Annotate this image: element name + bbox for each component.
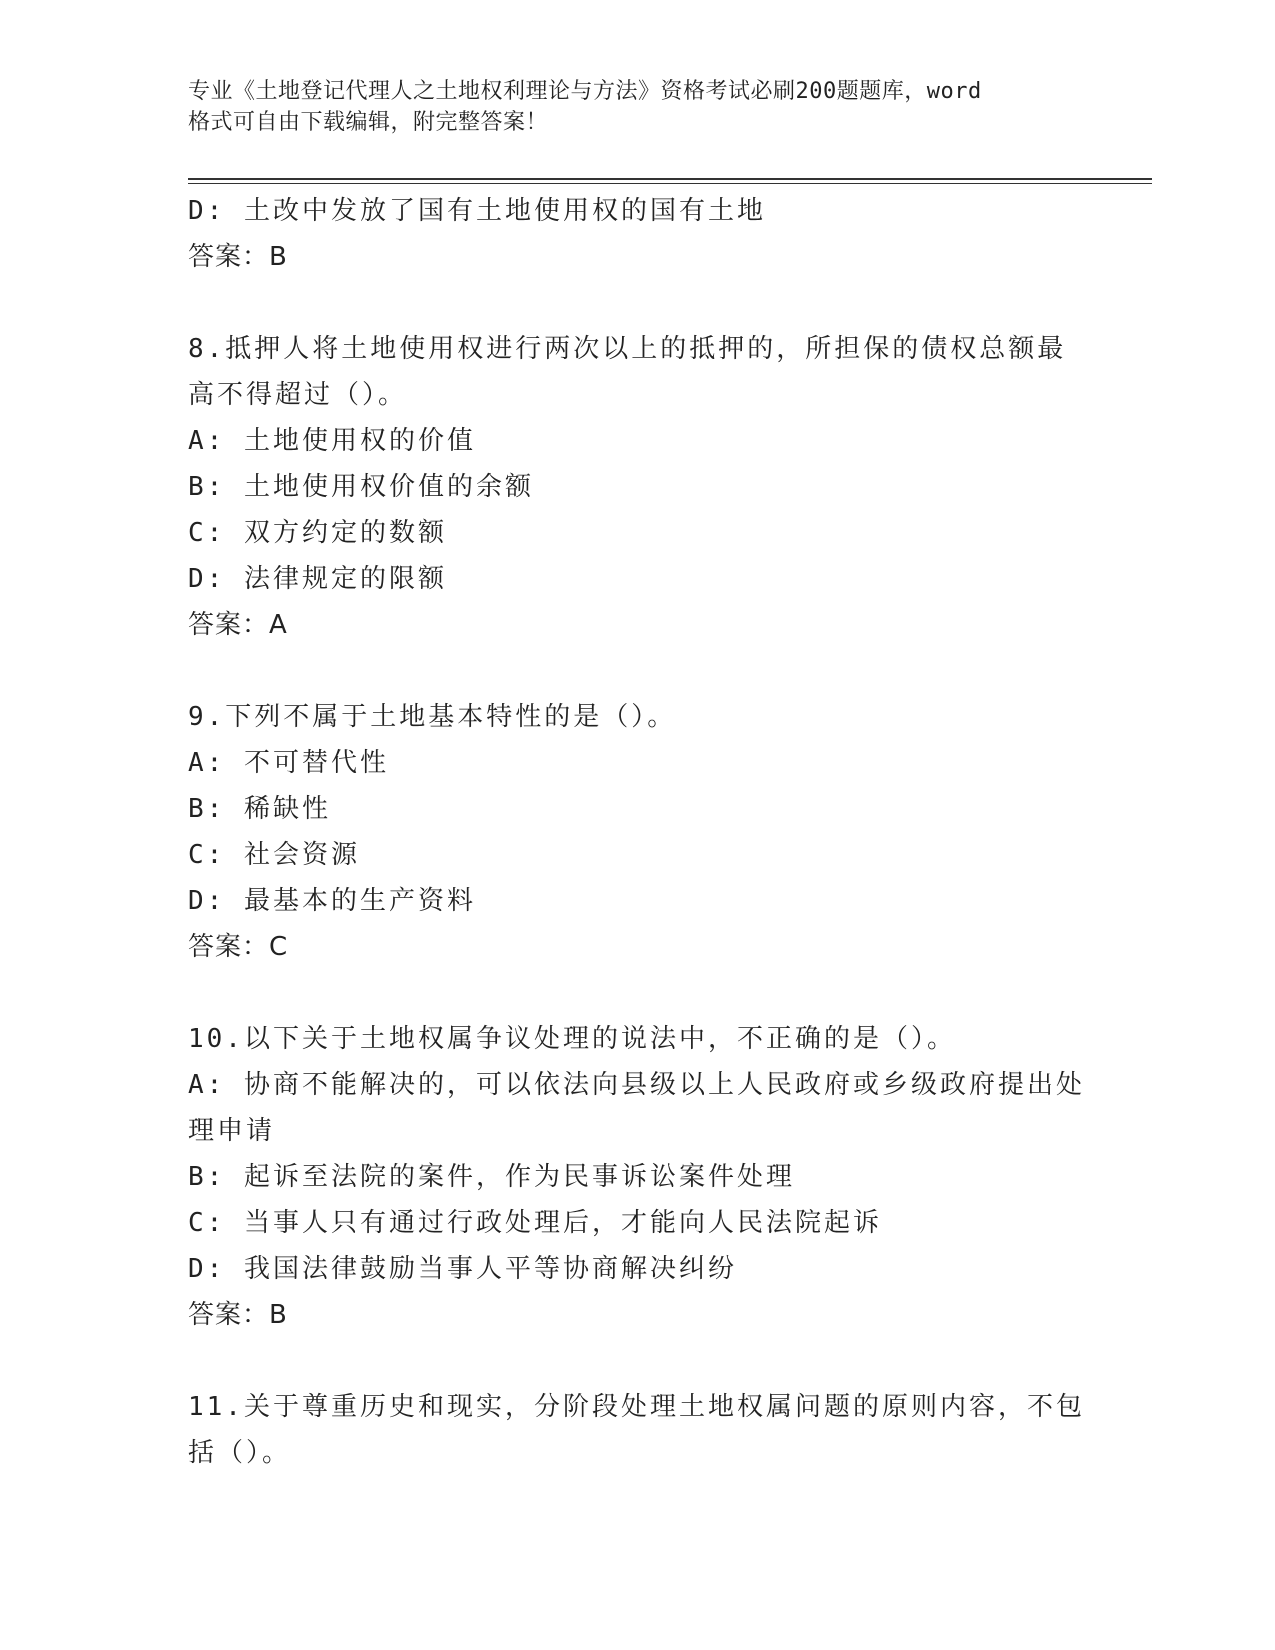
option-d: D: 法律规定的限额 — [188, 564, 447, 594]
question-10 — [188, 1016, 1088, 1338]
header-divider-thick — [188, 178, 1152, 180]
header-line-2: 格式可自由下载编辑，附完整答案！ — [188, 110, 549, 135]
header-line-1: 专业《土地登记代理人之土地权利理论与方法》资格考试必刷200题题库，word — [188, 79, 982, 104]
option-b: B: 起诉至法院的案件，作为民事诉讼案件处理 — [188, 1162, 795, 1192]
spacer — [188, 1338, 1088, 1384]
option-c: C: 当事人只有通过行政处理后，才能向人民法院起诉 — [188, 1208, 882, 1238]
option-a-continued: 理申请 — [188, 1116, 276, 1146]
question-11 — [188, 1384, 1088, 1476]
answer: 答案：C — [188, 932, 289, 962]
answer: 答案：B — [188, 1300, 288, 1330]
question-list — [188, 188, 1088, 1476]
question-stem-continued: 高不得超过（）。 — [188, 380, 408, 410]
option-c: C: 双方约定的数额 — [188, 518, 447, 548]
answer: 答案：A — [188, 610, 288, 640]
option-d: D: 我国法律鼓励当事人平等协商解决纠纷 — [188, 1254, 737, 1284]
document-header — [188, 76, 1088, 138]
option-a: A: 协商不能解决的，可以依法向县级以上人民政府或乡级政府提出处 — [188, 1070, 1085, 1100]
question-9 — [188, 694, 1088, 970]
question-stem: 10.以下关于土地权属争议处理的说法中，不正确的是（）。 — [188, 1024, 956, 1054]
spacer — [188, 648, 1088, 694]
option-d: D: 最基本的生产资料 — [188, 886, 476, 916]
question-7-tail — [188, 188, 1088, 280]
question-stem-continued: 括（）。 — [188, 1438, 292, 1468]
option-a: A: 土地使用权的价值 — [188, 426, 476, 456]
question-stem: 8.抵押人将土地使用权进行两次以上的抵押的，所担保的债权总额最 — [188, 334, 1067, 364]
answer: 答案：B — [188, 242, 288, 272]
spacer — [188, 280, 1088, 326]
option-d: D: 土改中发放了国有土地使用权的国有土地 — [188, 196, 766, 226]
option-b: B: 稀缺性 — [188, 794, 331, 824]
question-8 — [188, 326, 1088, 648]
question-stem: 11.关于尊重历史和现实，分阶段处理土地权属问题的原则内容，不包 — [188, 1392, 1085, 1422]
header-divider-thin — [188, 183, 1152, 184]
option-b: B: 土地使用权价值的余额 — [188, 472, 534, 502]
option-a: A: 不可替代性 — [188, 748, 389, 778]
option-c: C: 社会资源 — [188, 840, 360, 870]
question-stem: 9.下列不属于土地基本特性的是（）。 — [188, 702, 677, 732]
spacer — [188, 970, 1088, 1016]
